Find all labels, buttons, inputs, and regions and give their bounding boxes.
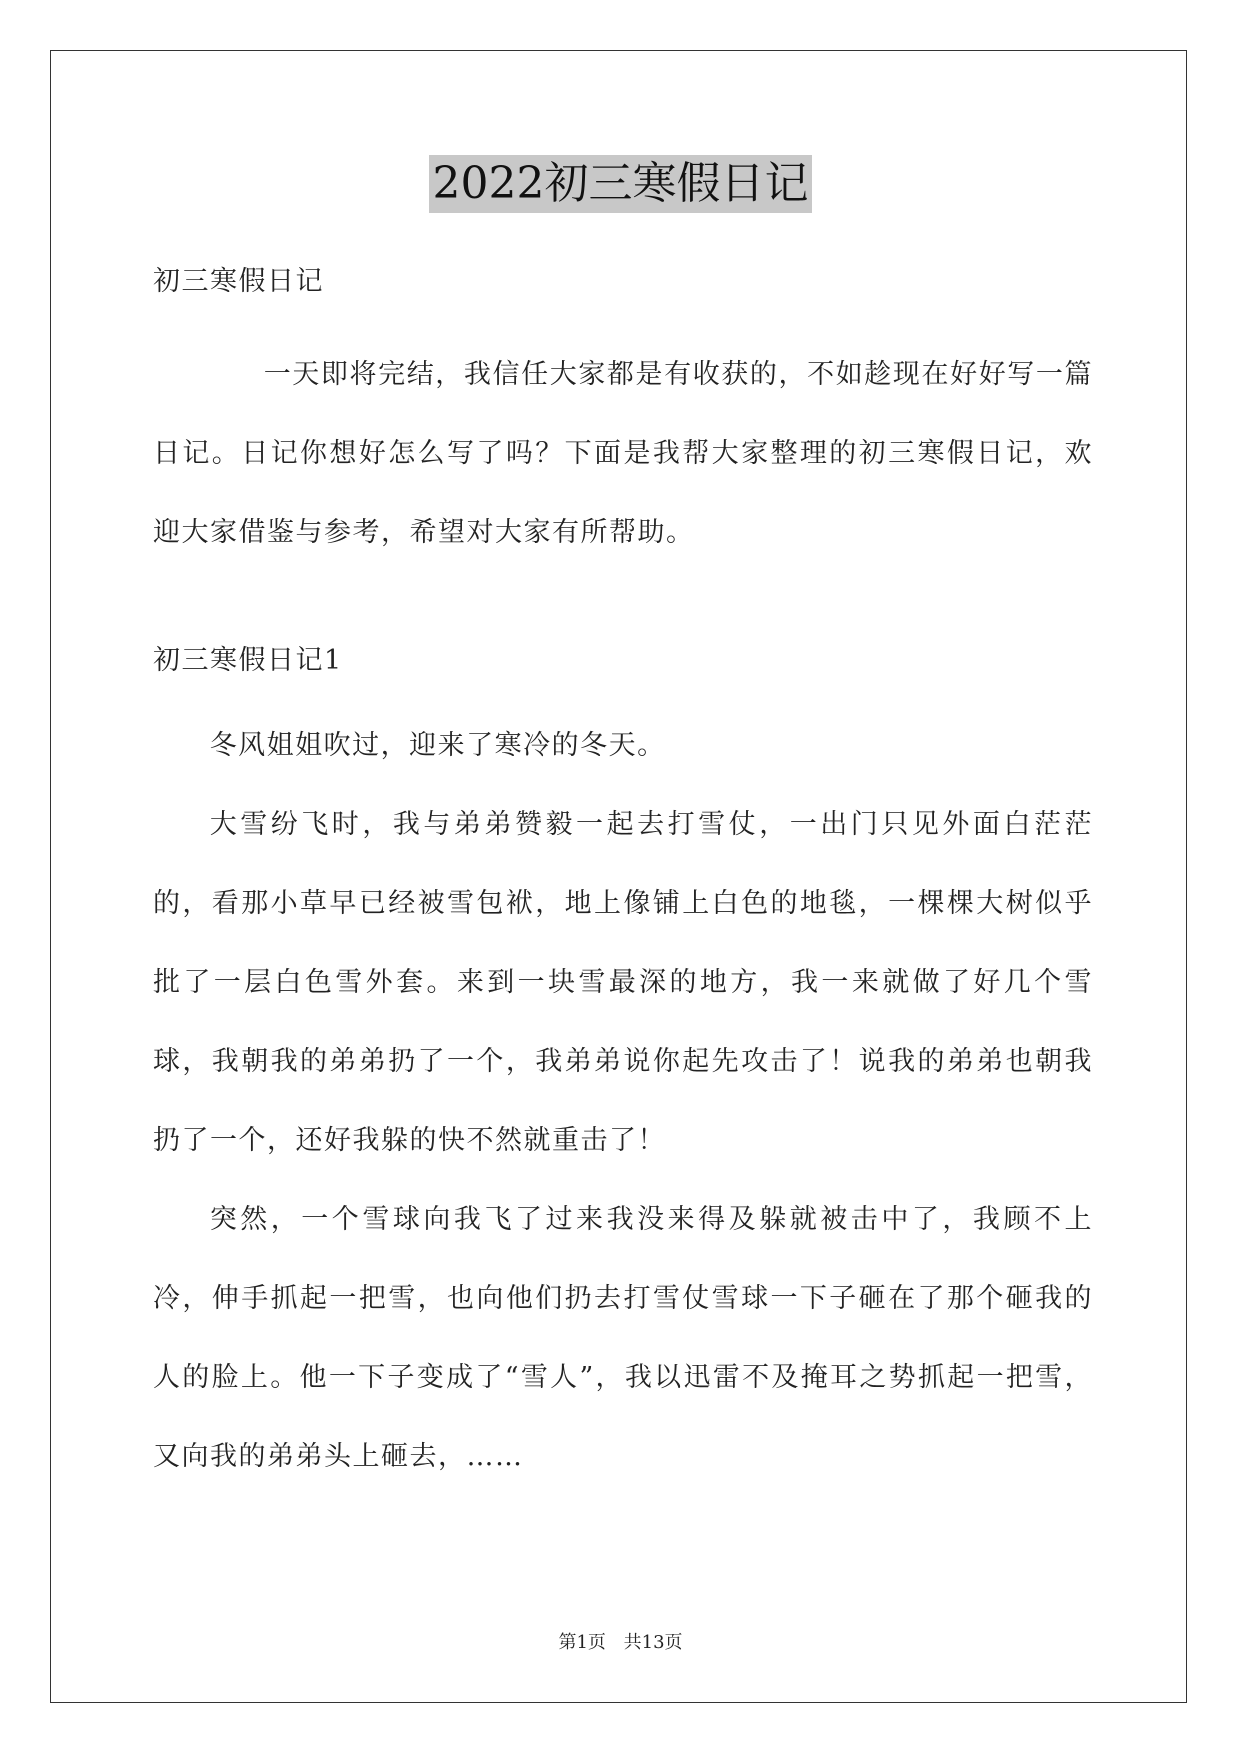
intro-paragraph: 一天即将完结，我信任大家都是有收获的，不如趁现在好好写一篇日记。日记你想好怎么写了吗？下面是我帮大家整理的初三寒假日记，欢迎大家借鉴与参考，希望对大家有所帮助。 <box>153 359 1093 548</box>
section-heading-main: 初三寒假日记 <box>153 266 324 297</box>
document-body <box>153 262 1093 1496</box>
page-footer <box>0 1628 1241 1654</box>
title-container <box>0 155 1241 213</box>
document-title: 2022初三寒假日记 <box>429 155 813 213</box>
page-number: 第1页 <box>558 1632 606 1653</box>
body-paragraph: 冬风姐姐吹过，迎来了寒冷的冬天。 <box>209 730 666 761</box>
body-paragraph: 大雪纷飞时，我与弟弟赞毅一起去打雪仗，一出门只见外面白茫茫的，看那小草早已经被雪包袱，地上像铺上白色的地毯，一棵棵大树似乎批了一层白色雪外套。来到一块雪最深的地方，我一来就做了好几个雪球，我朝我的弟弟扔了一个，我弟弟说你起先攻击了！说我的弟弟也朝我扔了一个，还好我躲的快不然就重击了！ <box>153 809 1093 1156</box>
body-paragraph: 突然，一个雪球向我飞了过来我没来得及躲就被击中了，我顾不上冷，伸手抓起一把雪，也向他们扔去打雪仗雪球一下子砸在了那个砸我的人的脸上。他一下子变成了“雪人”，我以迅雷不及掩耳之势抓起一把雪，又向我的弟弟头上砸去，…… <box>153 1204 1093 1472</box>
section-heading-1: 初三寒假日记1 <box>153 645 343 676</box>
page-total: 共13页 <box>623 1632 683 1653</box>
